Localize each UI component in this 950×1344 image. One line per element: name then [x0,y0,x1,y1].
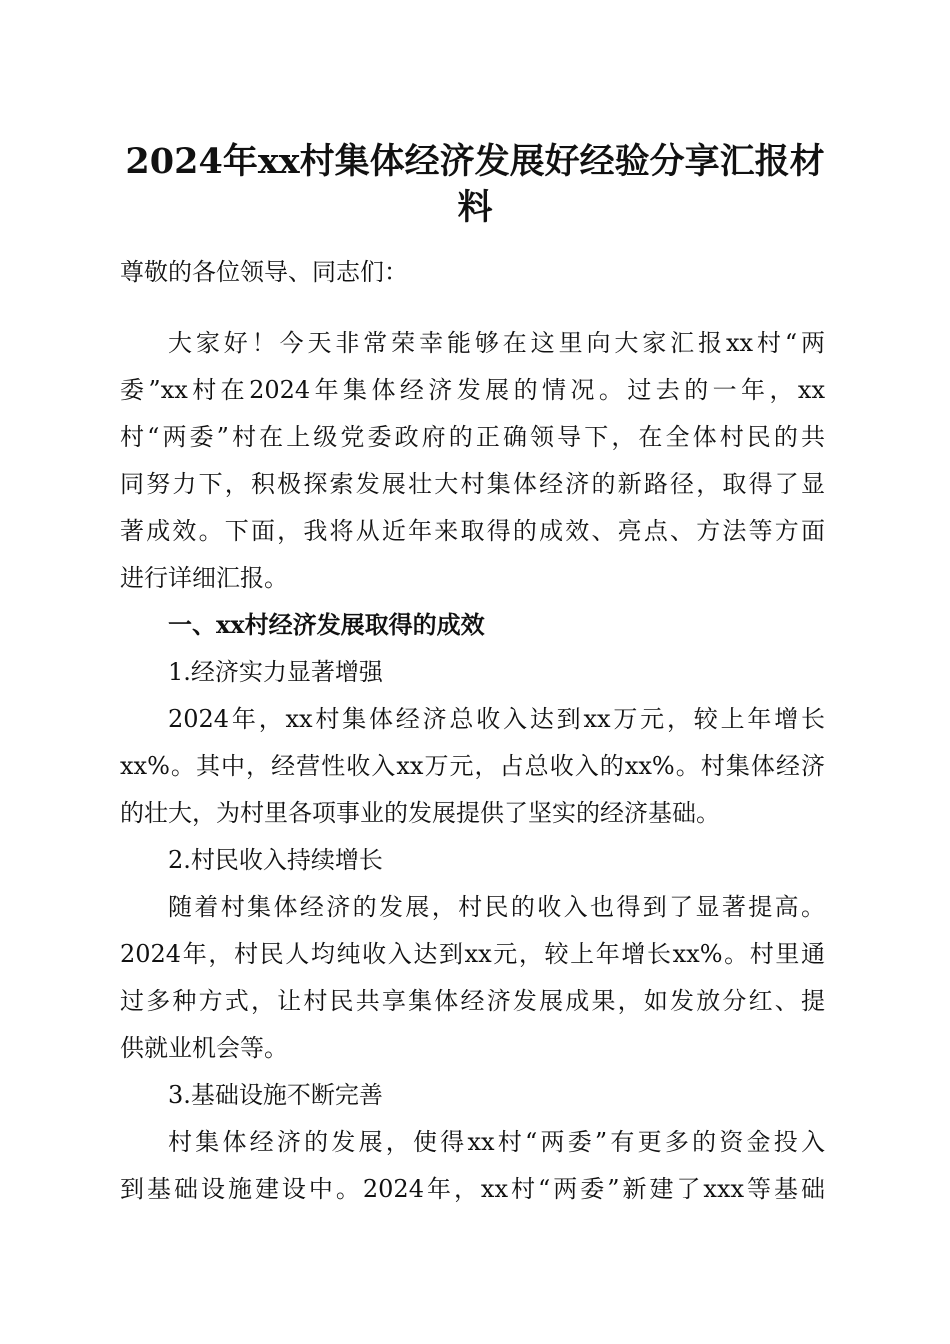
document-title-line-1: 2024年xx村集体经济发展好经验分享汇报材 [125,141,825,182]
section-heading: 一、xx村经济发展取得的成效 [168,610,485,639]
subsection-heading: 2.村民收入持续增长 [168,846,383,874]
subsection-heading: 3.基础设施不断完善 [168,1081,383,1109]
paragraph-line: 的壮大，为村里各项事业的发展提供了坚实的经济基础。 [120,799,720,827]
paragraph-line: 大家好！今天非常荣幸能够在这里向大家汇报xx村“两 [168,329,825,357]
paragraph-line: 村集体经济的发展，使得xx村“两委”有更多的资金投入 [168,1128,825,1156]
paragraph-line: xx%。其中，经营性收入xx万元，占总收入的xx%。村集体经济 [120,752,825,780]
paragraph-line: 2024年，村民人均纯收入达到xx元，较上年增长xx%。村里通 [120,940,825,968]
paragraph-line: 委”xx村在2024年集体经济发展的情况。过去的一年，xx [120,376,825,404]
salutation: 尊敬的各位领导、同志们： [120,258,408,286]
paragraph-line: 过多种方式，让村民共享集体经济发展成果，如发放分红、提 [120,987,825,1015]
paragraph-line: 供就业机会等。 [120,1034,288,1062]
paragraph-line: 同努力下，积极探索发展壮大村集体经济的新路径，取得了显 [120,470,825,498]
subsection-heading: 1.经济实力显著增强 [168,658,383,686]
paragraph-line: 进行详细汇报。 [120,564,288,592]
paragraph-line: 村“两委”村在上级党委政府的正确领导下，在全体村民的共 [120,423,825,451]
paragraph-line: 到基础设施建设中。2024年，xx村“两委”新建了xxx等基础 [120,1175,825,1203]
paragraph-line: 2024年，xx村集体经济总收入达到xx万元，较上年增长 [168,705,825,733]
paragraph-line: 随着村集体经济的发展，村民的收入也得到了显著提高。 [168,893,825,921]
paragraph-line: 著成效。下面，我将从近年来取得的成效、亮点、方法等方面 [120,517,825,545]
document-title-line-2: 料 [457,187,493,228]
